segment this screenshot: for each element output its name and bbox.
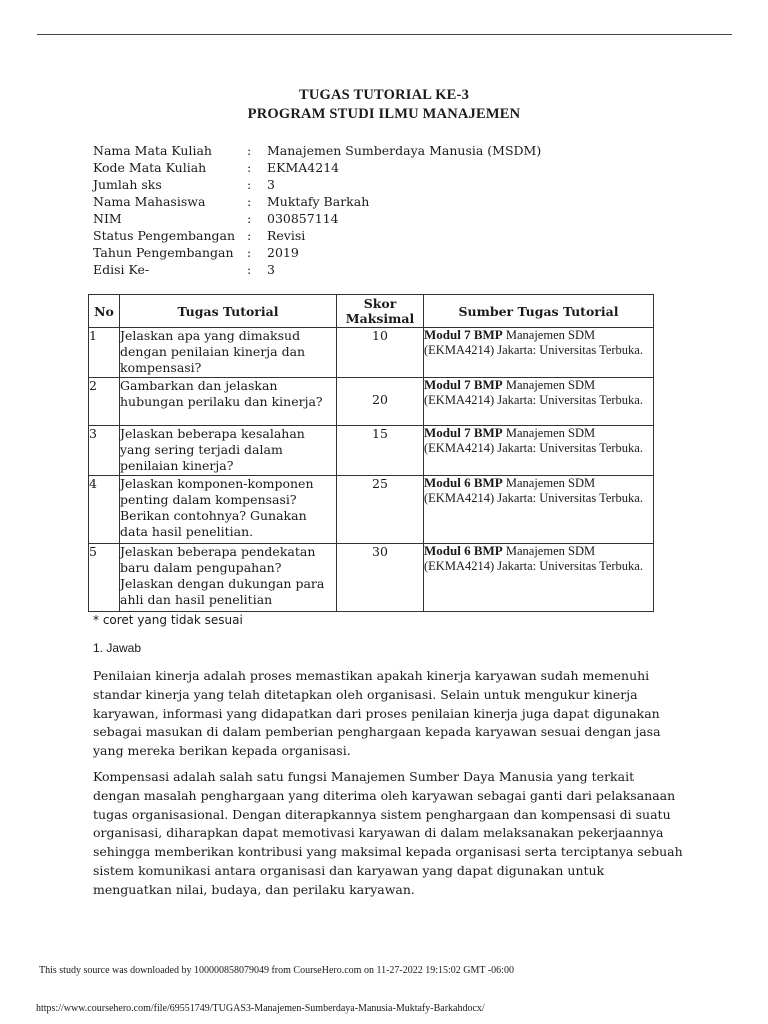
info-label: Edisi Ke- bbox=[93, 262, 150, 277]
info-value: Revisi bbox=[267, 228, 306, 243]
row-source bbox=[424, 378, 654, 426]
row-task: Gambarkan dan jelaskan hubungan perilaku dan kinerja? bbox=[120, 378, 337, 426]
info-value: Manajemen Sumberdaya Manusia (MSDM) bbox=[267, 143, 542, 158]
info-value: 3 bbox=[267, 177, 275, 192]
strike-note: * coret yang tidak sesuai bbox=[93, 613, 243, 627]
source-module: Modul 7 BMP bbox=[424, 377, 503, 392]
row-number: 1 bbox=[89, 328, 120, 378]
info-label: NIM bbox=[93, 211, 122, 226]
info-separator: : bbox=[247, 245, 252, 260]
row-number: 3 bbox=[89, 426, 120, 476]
info-separator: : bbox=[247, 228, 252, 243]
info-value: Muktafy Barkah bbox=[267, 194, 370, 209]
tutorial-task-table bbox=[88, 294, 654, 612]
row-source bbox=[424, 476, 654, 544]
header-task: Tugas Tutorial bbox=[120, 295, 337, 328]
row-task: Jelaskan beberapa kesalahan yang sering terjadi dalam penilaian kinerja? bbox=[120, 426, 337, 476]
row-task: Jelaskan komponen-komponen penting dalam kompensasi? Berikan contohnya? Gunakan data hasil penelitian. bbox=[120, 476, 337, 544]
info-separator: : bbox=[247, 160, 252, 175]
info-label: Nama Mata Kuliah bbox=[93, 143, 212, 158]
source-module: Modul 6 BMP bbox=[424, 475, 503, 490]
header-score bbox=[337, 295, 424, 328]
table-row bbox=[89, 544, 654, 612]
row-score: 30 bbox=[337, 544, 424, 612]
source-module: Modul 7 BMP bbox=[424, 327, 503, 342]
table-row bbox=[89, 476, 654, 544]
source-url[interactable]: https://www.coursehero.com/file/69551749/TUGAS3-Manajemen-Sumberdaya-Manusia-Muktafy-Barkahdocx/ bbox=[36, 1003, 485, 1014]
table-row bbox=[89, 328, 654, 378]
row-number: 2 bbox=[89, 378, 120, 426]
info-label: Nama Mahasiswa bbox=[93, 194, 206, 209]
row-score: 20 bbox=[337, 378, 424, 426]
info-label: Jumlah sks bbox=[93, 177, 162, 192]
header-score-line1: Skor bbox=[363, 296, 397, 311]
download-notice: This study source was downloaded by 100000858079049 from CourseHero.com on 11-27-2022 19:15:02 GMT -06:00 bbox=[39, 965, 514, 976]
source-module: Modul 6 BMP bbox=[424, 543, 503, 558]
info-separator: : bbox=[247, 177, 252, 192]
row-source bbox=[424, 426, 654, 476]
table-row bbox=[89, 426, 654, 476]
info-label: Status Pengembangan bbox=[93, 228, 236, 243]
row-source bbox=[424, 544, 654, 612]
info-value: 3 bbox=[267, 262, 275, 277]
answer-paragraph: Penilaian kinerja adalah proses memastikan apakah kinerja karyawan sudah memenuhi standar kinerja yang telah ditetapkan oleh organisasi. Selain untuk mengukur kinerja karyawan, informasi yang didapatkan dari proses penilaian kinerja juga dapat digunakan sebagai masukan di dalam pemberian penghargaan kepada karyawan sesuai dengan jasa yang mereka berikan kepada organisasi. bbox=[93, 668, 661, 759]
row-score: 10 bbox=[337, 328, 424, 378]
info-value: 030857114 bbox=[267, 211, 339, 226]
source-detail: Manajemen SDM (EKMA4214) Jakarta: Universitas Terbuka. bbox=[424, 544, 643, 573]
row-task: Jelaskan apa yang dimaksud dengan penilaian kinerja dan kompensasi? bbox=[120, 328, 337, 378]
row-score: 15 bbox=[337, 426, 424, 476]
row-score: 25 bbox=[337, 476, 424, 544]
answer-heading: 1. Jawab bbox=[93, 641, 142, 655]
source-detail: Manajemen SDM (EKMA4214) Jakarta: Universitas Terbuka. bbox=[424, 328, 643, 357]
info-label: Kode Mata Kuliah bbox=[93, 160, 207, 175]
table-row bbox=[89, 378, 654, 426]
table-header-row bbox=[89, 295, 654, 328]
answer-paragraph: Kompensasi adalah salah satu fungsi Manajemen Sumber Daya Manusia yang terkait dengan masalah penghargaan yang diterima oleh karyawan sebagai ganti dari pelaksanaan tugas organisasional. Dengan diterapkannya sistem penghargaan dan kompensasi di suatu organisasi, diharapkan dapat memotivasi karyawan di dalam melaksanakan pekerjaannya sehingga memberikan kontribusi yang maksimal kepada organisasi serta terciptanya sebuah sistem komunikasi antara organisasi dan karyawan yang dapat digunakan untuk menguatkan nilai, budaya, dan perilaku karyawan. bbox=[93, 769, 683, 897]
row-number: 4 bbox=[89, 476, 120, 544]
source-detail: Manajemen SDM (EKMA4214) Jakarta: Universitas Terbuka. bbox=[424, 378, 643, 407]
info-separator: : bbox=[247, 194, 252, 209]
info-label: Tahun Pengembangan bbox=[93, 245, 234, 260]
header-source: Sumber Tugas Tutorial bbox=[424, 295, 654, 328]
row-source bbox=[424, 328, 654, 378]
info-separator: : bbox=[247, 262, 252, 277]
program-title: PROGRAM STUDI ILMU MANAJEMEN bbox=[247, 106, 521, 122]
header-score-line2: Maksimal bbox=[345, 311, 415, 326]
info-value: EKMA4214 bbox=[267, 160, 340, 175]
row-task: Jelaskan beberapa pendekatan baru dalam pengupahan? Jelaskan dengan dukungan para ahli dan hasil penelitian bbox=[120, 544, 337, 612]
row-number: 5 bbox=[89, 544, 120, 612]
source-module: Modul 7 BMP bbox=[424, 425, 503, 440]
top-rule bbox=[37, 34, 732, 35]
source-detail: Manajemen SDM (EKMA4214) Jakarta: Universitas Terbuka. bbox=[424, 476, 643, 505]
document-title: TUGAS TUTORIAL KE-3 bbox=[298, 87, 470, 103]
info-separator: : bbox=[247, 143, 252, 158]
source-detail: Manajemen SDM (EKMA4214) Jakarta: Universitas Terbuka. bbox=[424, 426, 643, 455]
info-value: 2019 bbox=[267, 245, 299, 260]
info-separator: : bbox=[247, 211, 252, 226]
header-no: No bbox=[89, 295, 120, 328]
